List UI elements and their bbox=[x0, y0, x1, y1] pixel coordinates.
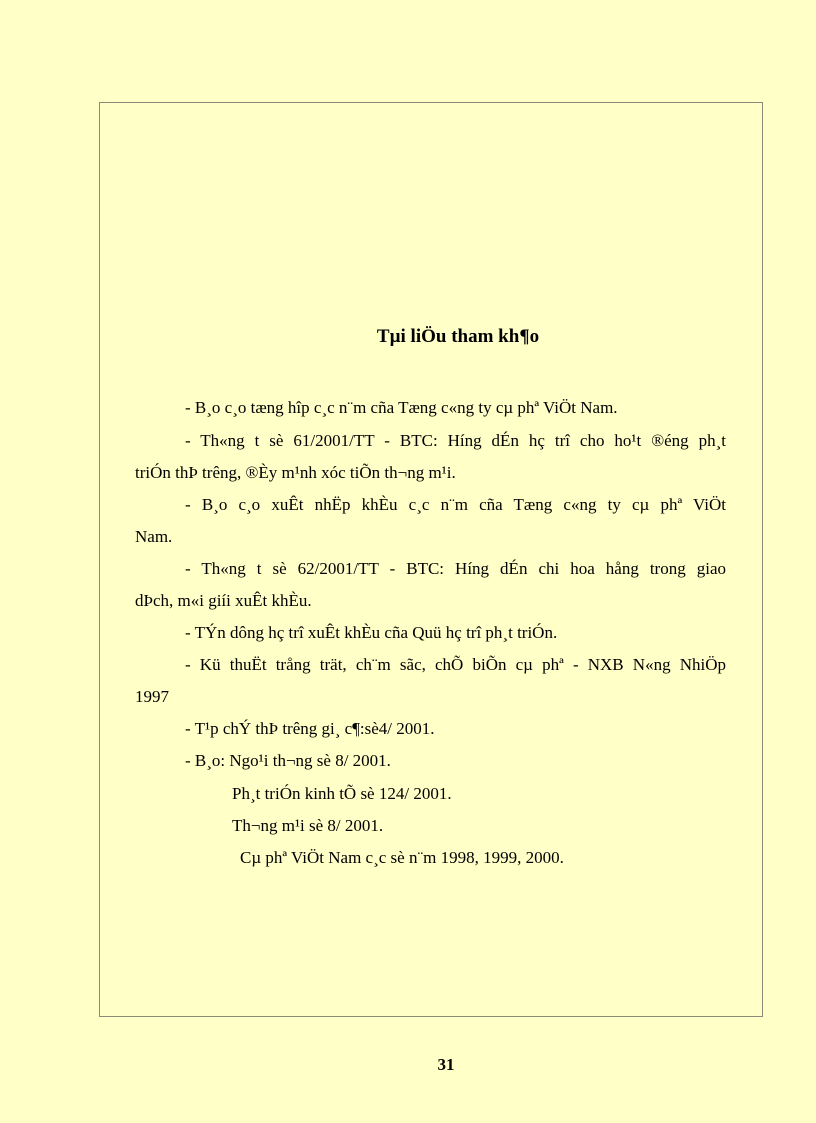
reference-line-8: - B¸o: Ngo¹i th¬ng sè 8/ 2001. bbox=[185, 751, 391, 770]
reference-sub-line-1: Ph¸t triÓn kinh tÕ sè 124/ 2001. bbox=[232, 784, 452, 803]
reference-sub-line-3: Cµ phª ViÖt Nam c¸c sè n¨m 1998, 1999, 2000. bbox=[240, 848, 564, 867]
reference-sub-line-2: Th¬ng m¹i sè 8/ 2001. bbox=[232, 816, 384, 835]
reference-line-6-cont: 1997 bbox=[135, 687, 169, 706]
reference-line-5: - TÝn dông hç trî xuÊt khÈu cña Quü hç trî ph¸t triÓn. bbox=[185, 623, 558, 642]
reference-line-2: - Th«ng t sè 61/2001/TT - BTC: Híng dÉn hç trî cho ho¹t ®éng ph¸t bbox=[185, 431, 726, 450]
reference-line-2-cont: triÓn thÞ trêng, ®Èy m¹nh xóc tiÕn th¬ng m¹i. bbox=[135, 463, 456, 482]
reference-line-3: - B¸o c¸o xuÊt nhËp khÈu c¸c n¨m cña Tæng c«ng ty cµ phª ViÖt bbox=[185, 495, 726, 514]
page-number: 31 bbox=[437, 1055, 455, 1074]
reference-line-1: - B¸o c¸o tæng hîp c¸c n¨m cña Tæng c«ng ty cµ phª ViÖt Nam. bbox=[185, 398, 618, 417]
reference-line-7: - T¹p chÝ thÞ trêng gi¸ c¶:sè4/ 2001. bbox=[185, 719, 435, 738]
page-title: Tµi liÖu tham kh¶o bbox=[376, 326, 540, 347]
reference-line-6: - Kü thuËt trång trät, ch¨m sãc, chÕ biÕn cµ phª - NXB N«ng NhiÖp bbox=[185, 655, 726, 674]
reference-line-4-cont: dÞch, m«i giíi xuÊt khÈu. bbox=[135, 591, 312, 610]
reference-line-3-cont: Nam. bbox=[135, 527, 173, 546]
reference-line-4: - Th«ng t sè 62/2001/TT - BTC: Híng dÉn chi hoa hång trong giao bbox=[185, 559, 726, 578]
